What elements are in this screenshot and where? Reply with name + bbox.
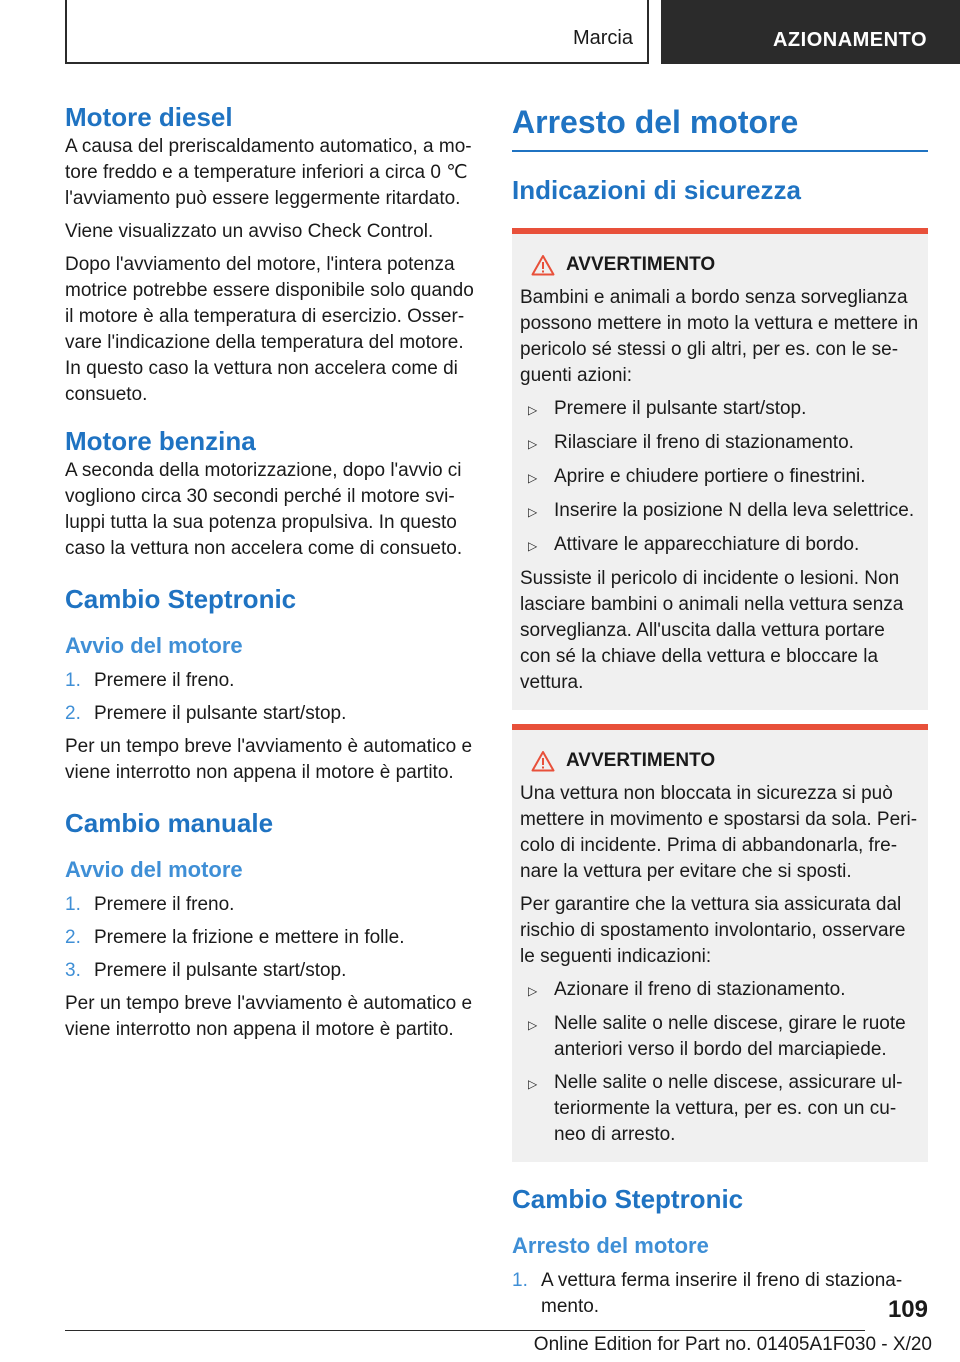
page-number: 109	[887, 1296, 928, 1323]
subheading-avvio-del-motore: Avvio del motore	[65, 633, 243, 658]
list-item	[520, 464, 920, 491]
heading-motore-diesel: Motore diesel	[65, 102, 233, 132]
list-item	[520, 498, 920, 525]
section-manuale-start	[65, 806, 480, 1043]
bullet-text: Attivare le apparecchiature di bordo.	[554, 534, 860, 555]
heading-cambio-steptronic: Cambio Steptronic	[65, 584, 297, 614]
subheading-arresto-del-motore: Arresto del motore	[512, 1233, 709, 1258]
warning-label: AVVERTIMENTO	[566, 254, 716, 275]
step-text: Premere il freno.	[94, 670, 235, 691]
step-number: 1.	[512, 1270, 528, 1291]
heading-cambio-steptronic: Cambio Steptronic	[512, 1184, 744, 1214]
footer-edition: Online Edition for Part no. 01405A1F030 - X/20	[533, 1334, 932, 1355]
heading-motore-benzina: Motore benzina	[65, 426, 256, 456]
step-text: Premere la frizione e mettere in folle.	[94, 927, 405, 948]
bullet-triangle-icon: ▷	[528, 1077, 538, 1091]
steps-list	[512, 1268, 928, 1320]
bullet-text: Rilasciare il freno di stazionamento.	[554, 432, 854, 453]
bullet-list	[520, 396, 920, 559]
list-item	[520, 396, 920, 423]
step-number: 1.	[65, 670, 81, 691]
heading-cambio-manuale: Cambio manuale	[65, 808, 274, 838]
bullet-text: Aprire e chiudere portiere o finestrini.	[554, 466, 866, 487]
bullet-text: Premere il pulsante start/stop.	[554, 398, 807, 419]
bullet-text: Inserire la posizione N della leva selettrice.	[554, 500, 915, 521]
warning-triangle-icon	[520, 750, 566, 772]
bullet-triangle-icon: ▷	[528, 984, 538, 998]
paragraph: Sussiste il pericolo di incidente o lesioni. Non lasciare bambini o animali nella vettura senza sorveglianza. All'uscita dalla vettura portare con sé la chiave della vettura e bloccare la vettura.	[520, 568, 904, 693]
section-benzina	[65, 424, 480, 562]
bullet-text: Nelle salite o nelle discese, assicurare ulteriormente la vettura, per es. con un cuneo di arresto.	[554, 1072, 903, 1145]
left-column	[65, 100, 480, 1043]
step-number: 3.	[65, 960, 81, 981]
step-number: 1.	[65, 894, 81, 915]
list-item	[520, 430, 920, 457]
step-text: Premere il pulsante start/stop.	[94, 960, 347, 981]
paragraph: Per garantire che la vettura sia assicurata dal rischio di spostamento involontario, osservare le seguenti indicazioni:	[520, 894, 906, 967]
warning-box	[512, 228, 928, 710]
steps-list	[65, 892, 480, 984]
section-diesel	[65, 100, 480, 408]
subheading-avvio-del-motore: Avvio del motore	[65, 857, 243, 882]
list-item	[512, 1268, 928, 1320]
list-item	[520, 1011, 920, 1063]
paragraph: Per un tempo breve l'avviamento è automatico e viene interrotto non appena il motore è partito.	[65, 736, 473, 783]
paragraph: Bambini e animali a bordo senza sorveglianza possono mettere in moto la vettura e mettere in pericolo sé stessi o gli altri, per es. con le seguenti azioni:	[520, 287, 919, 386]
list-item	[65, 668, 480, 694]
bullet-text: Nelle salite o nelle discese, girare le ruote anteriori verso il bordo del marciapiede.	[554, 1013, 906, 1060]
paragraph: Una vettura non bloccata in sicurezza si può mettere in movimento e spostarsi da sola. Pericolo di incidente. Prima di abbandonarla, frenare la vettura per evitare che si sposti.	[520, 783, 918, 882]
bullet-triangle-icon: ▷	[528, 505, 538, 519]
header-section-box	[65, 0, 649, 64]
step-number: 2.	[65, 703, 81, 724]
list-item	[65, 892, 480, 918]
step-text: Premere il freno.	[94, 894, 235, 915]
paragraph: Per un tempo breve l'avviamento è automatico e viene interrotto non appena il motore è partito.	[65, 993, 473, 1040]
warning-triangle-icon	[520, 254, 566, 276]
bullet-triangle-icon: ▷	[528, 1018, 538, 1032]
heading-indicazioni-di-sicurezza: Indicazioni di sicurezza	[512, 175, 801, 205]
bullet-triangle-icon: ▷	[528, 437, 538, 451]
list-item	[520, 532, 920, 559]
list-item	[520, 1070, 920, 1148]
step-number: 2.	[65, 927, 81, 948]
paragraph: Dopo l'avviamento del motore, l'intera potenza motrice potrebbe essere disponibile solo quando il motore è alla temperatura di esercizio. Osservare l'indicazione della temperatura del motore. In questo caso la vettura non accelera come di consueto.	[65, 254, 474, 405]
list-item	[520, 977, 920, 1004]
list-item	[65, 925, 480, 951]
bullet-triangle-icon: ▷	[528, 471, 538, 485]
header-section-label: Marcia	[572, 27, 633, 49]
list-item	[65, 701, 480, 727]
steps-list	[65, 668, 480, 727]
bullet-triangle-icon: ▷	[528, 403, 538, 417]
warning-box	[512, 724, 928, 1162]
paragraph: A seconda della motorizzazione, dopo l'avvio ci vogliono circa 30 secondi perché il motore sviluppi tutta la sua potenza propulsiva. In questo caso la vettura non accelera come di consueto.	[65, 460, 463, 559]
header-chapter-tab: AZIONAMENTO	[661, 0, 960, 64]
paragraph: A causa del preriscaldamento automatico, a motore freddo e a temperature inferiori a circa 0 ℃ l'avviamento può essere leggermente ritardato.	[65, 136, 472, 209]
warning-header	[520, 252, 920, 278]
heading-arresto-del-motore: Arresto del motore	[512, 100, 928, 152]
paragraph: Viene visualizzato un avviso Check Control.	[65, 221, 434, 242]
list-item	[65, 958, 480, 984]
step-text: A vettura ferma inserire il freno di stazionamento.	[541, 1270, 903, 1317]
warning-header	[520, 748, 920, 774]
bullet-triangle-icon: ▷	[528, 539, 538, 553]
right-column	[512, 100, 928, 1320]
warning-label: AVVERTIMENTO	[566, 750, 716, 771]
footer-divider	[65, 1330, 865, 1331]
section-steptronic-stop	[512, 1182, 928, 1320]
section-steptronic-start	[65, 582, 480, 786]
step-text: Premere il pulsante start/stop.	[94, 703, 347, 724]
bullet-text: Azionare il freno di stazionamento.	[554, 979, 846, 1000]
bullet-list	[520, 977, 920, 1148]
